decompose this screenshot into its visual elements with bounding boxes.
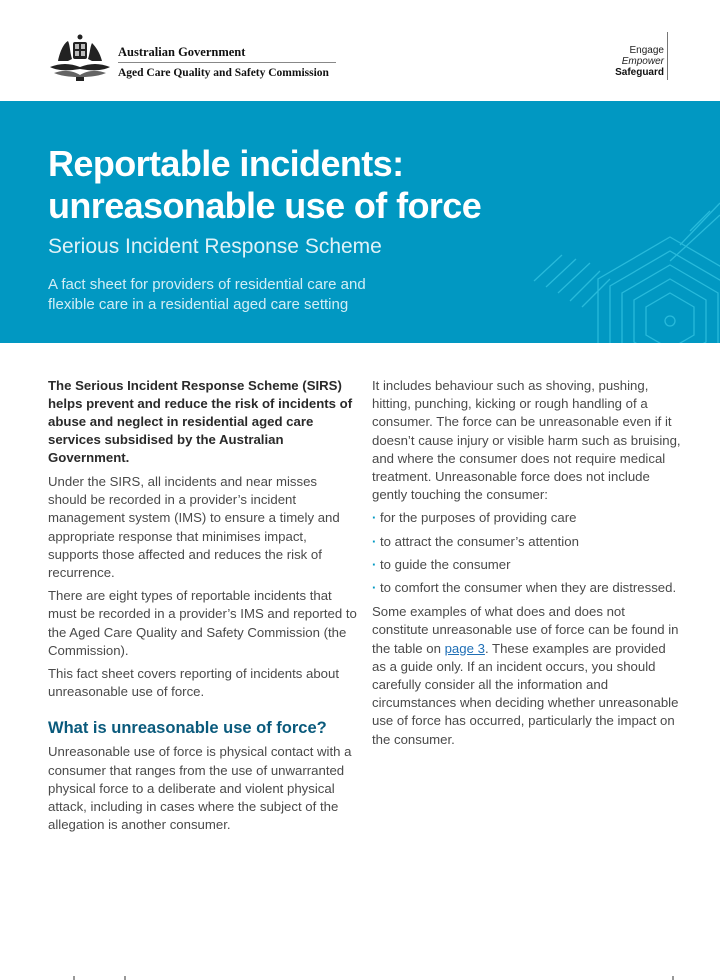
bullet-icon: · [372, 510, 377, 526]
footer-mark [73, 976, 75, 980]
government-name: Australian Government [118, 45, 246, 59]
list-item-text: for the purposes of providing care [380, 510, 577, 526]
behaviour-paragraph: It includes behaviour such as shoving, pushing, hitting, punching, kicking or rough handling of a consumer. The force can be unreasonable even if it doesn’t cause injury or visible harm such as bruising, and where the consumer does not require medical treatment. Unreasonable force does not include gently touching the consumer: [372, 378, 681, 503]
definition-paragraph: Unreasonable use of force is physical contact with a consumer that ranges from the use of unwarranted physical force to a deliberate and violent physical attack, including in cases where the subject of the allegation is another consumer. [48, 744, 352, 833]
list-item-text: to guide the consumer [380, 556, 511, 572]
page-footer [0, 972, 720, 980]
list-item [372, 509, 682, 527]
list-item [372, 579, 682, 597]
footer-mark [124, 976, 126, 980]
examples-text-end: . These examples are provided as a guide only. If an incident occurs, you should carefully consider all the information and circumstances when deciding whether unreasonable use of force has occurred, particularly the impact on the consumer. [372, 640, 679, 747]
footer-mark [672, 976, 674, 980]
description-line-1: A fact sheet for providers of residential care and [48, 276, 366, 293]
page-subtitle: Serious Incident Response Scheme [48, 235, 382, 258]
examples-paragraph [372, 603, 682, 749]
government-wordmark [118, 44, 336, 80]
intro-paragraph-ims: Under the SIRS, all incidents and near misses should be recorded in a provider’s incident management system (IMS) to ensure a timely and appropriate response that minimises impact, supports those affected and reduces the risk of recurrence. [48, 474, 340, 581]
right-column [372, 377, 682, 754]
page-3-link[interactable]: page 3 [444, 640, 485, 656]
examples-text-start: Some examples of what does and does not constitute unreasonable use of force can be found in the table on [372, 604, 679, 656]
tagline-engage: Engage [629, 45, 664, 56]
page-header [0, 0, 720, 101]
bullet-icon: · [372, 556, 377, 572]
intro-paragraph-types: There are eight types of reportable incidents that must be recorded in a provider’s IMS and reported to the Aged Care Quality and Safety Commission (the Commission). [48, 588, 357, 658]
exclusions-list [372, 509, 682, 597]
tagline [615, 45, 664, 78]
coat-of-arms-icon [46, 33, 114, 83]
description-line-2: flexible care in a residential aged care setting [48, 296, 349, 313]
tagline-divider [667, 32, 668, 80]
wordmark-divider [118, 62, 336, 63]
page-title [48, 143, 481, 227]
hexagon-pattern-icon [450, 201, 720, 343]
list-item [372, 533, 682, 551]
bullet-icon: · [372, 580, 377, 596]
section-heading: What is unreasonable use of force? [48, 719, 327, 738]
list-item-text: to comfort the consumer when they are distressed. [380, 580, 677, 596]
title-banner [0, 101, 720, 343]
tagline-empower: Empower [621, 56, 664, 67]
page-description [48, 275, 366, 315]
intro-lead: The Serious Incident Response Scheme (SIRS) helps prevent and reduce the risk of incidents of abuse and neglect in residential aged care services subsidised by the Australian Government. [48, 378, 353, 465]
agency-name: Aged Care Quality and Safety Commission [118, 67, 329, 79]
left-column [48, 377, 358, 839]
list-item [372, 556, 682, 574]
tagline-safeguard: Safeguard [615, 67, 664, 78]
title-line-1: Reportable incidents: [48, 143, 404, 184]
list-item-text: to attract the consumer’s attention [380, 533, 579, 549]
bullet-icon: · [372, 533, 377, 549]
title-line-2: unreasonable use of force [48, 185, 482, 226]
intro-paragraph-scope: This fact sheet covers reporting of incidents about unreasonable use of force. [48, 666, 340, 700]
